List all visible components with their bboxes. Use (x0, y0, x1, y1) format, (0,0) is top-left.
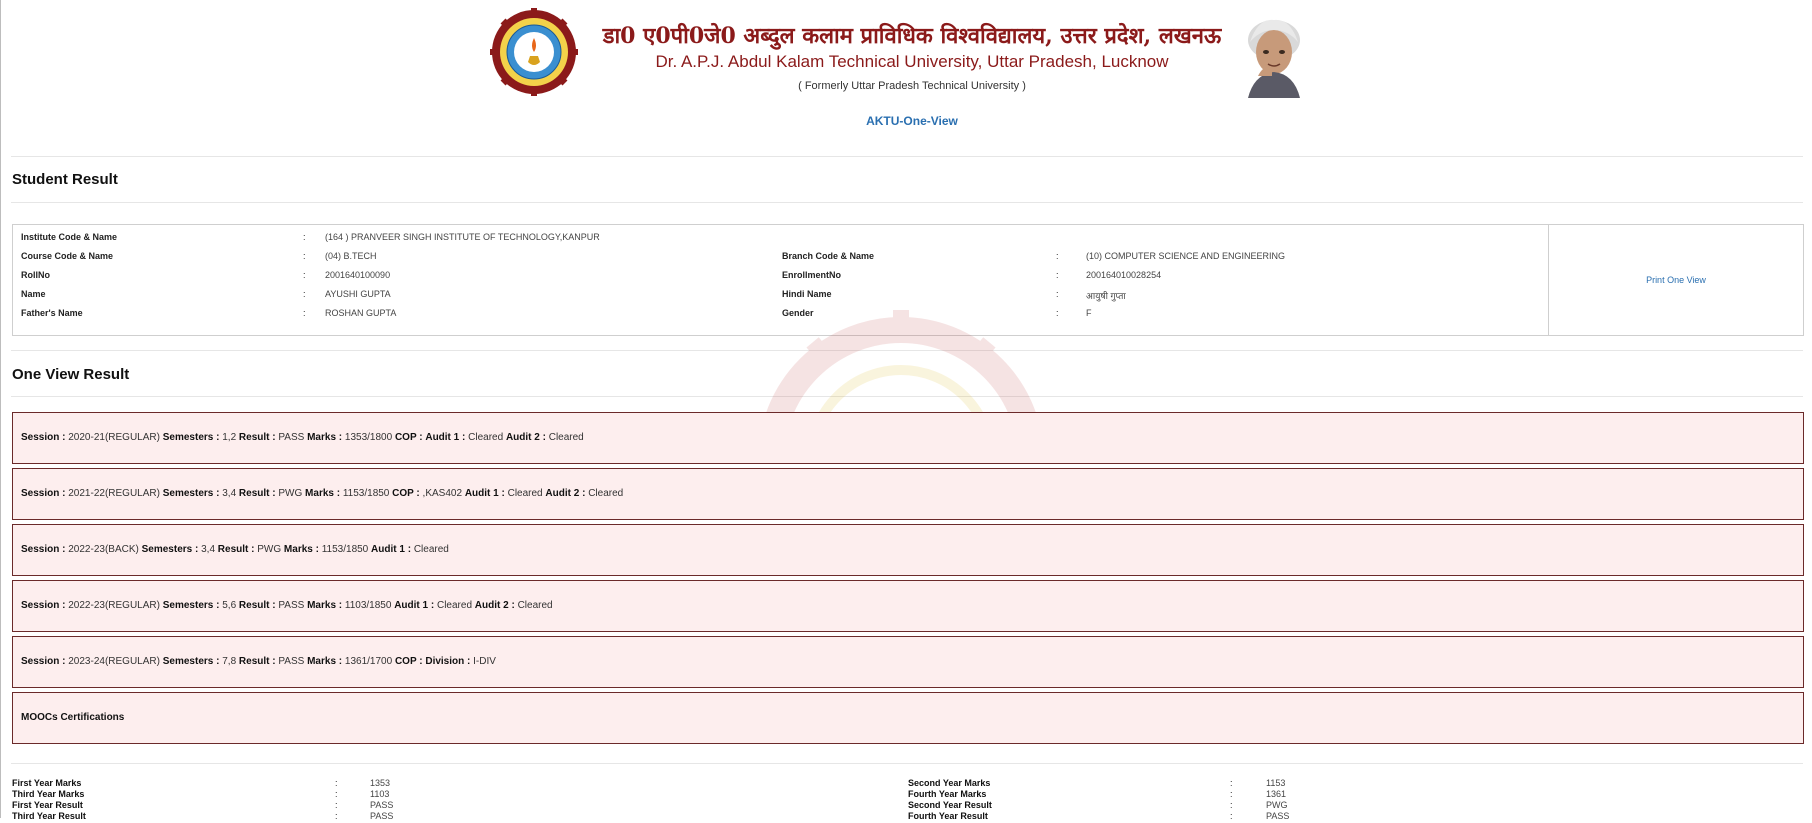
info-value: AYUSHI GUPTA (325, 289, 391, 299)
university-formerly-name: ( Formerly Uttar Pradesh Technical University ) (798, 80, 1026, 92)
info-colon: : (1056, 289, 1059, 299)
cop-value: ,KAS402 (422, 488, 463, 499)
marks-label: Marks : (307, 432, 343, 443)
summary-colon: : (335, 811, 338, 821)
summary-colon: : (1230, 800, 1233, 810)
info-colon: : (303, 251, 306, 261)
divider (11, 156, 1803, 157)
semesters-label: Semesters : (162, 432, 220, 443)
summary-label: First Year Result (12, 800, 83, 810)
audit2-label: Audit 2 : (545, 488, 586, 499)
summary-value: 1153 (1266, 778, 1286, 788)
info-colon: : (1056, 270, 1059, 280)
marks-label: Marks : (307, 656, 343, 667)
session-result-row (12, 636, 1804, 688)
semesters-label: Semesters : (162, 656, 220, 667)
divider (11, 202, 1803, 203)
summary-row (908, 811, 1328, 823)
summary-value: 1361 (1266, 789, 1287, 799)
info-row-enrollment (782, 270, 1482, 284)
info-row-institute (21, 232, 1021, 246)
marks-label: Marks : (307, 600, 343, 611)
session-value: 2022-23(REGULAR) (68, 600, 160, 611)
info-value: आयुषी गुप्ता (1086, 291, 1126, 301)
result-label: Result : (238, 600, 276, 611)
summary-row (12, 811, 432, 823)
info-value: (04) B.TECH (325, 251, 377, 261)
info-value: F (1086, 308, 1092, 318)
audit2-value: Cleared (548, 432, 584, 443)
apj-abdul-kalam-portrait (1228, 6, 1320, 98)
summary-colon: : (335, 778, 338, 788)
result-label: Result : (238, 488, 276, 499)
division-value: I-DIV (473, 656, 496, 667)
audit2-value: Cleared (588, 488, 624, 499)
info-label: Institute Code & Name (21, 232, 118, 242)
summary-label: First Year Marks (12, 778, 82, 788)
session-result-row (12, 468, 1804, 520)
marks-value: 1103/1850 (344, 600, 392, 611)
moocs-certifications-row[interactable] (12, 692, 1804, 744)
semesters-value: 7,8 (222, 656, 237, 667)
audit2-value: Cleared (517, 600, 553, 611)
aktu-one-view-link[interactable]: AKTU-One-View (866, 114, 958, 128)
summary-label: Third Year Marks (12, 789, 85, 799)
marks-value: 1153/1850 (321, 544, 369, 555)
session-result-row (12, 524, 1804, 576)
summary-label: Fourth Year Result (908, 811, 988, 821)
summary-colon: : (335, 800, 338, 810)
info-colon: : (303, 232, 306, 242)
summary-colon: : (1230, 789, 1233, 799)
summary-value: PWG (1266, 800, 1288, 810)
summary-value: PASS (370, 800, 394, 810)
info-colon: : (303, 308, 306, 318)
session-label: Session : (21, 656, 66, 667)
info-value: 200164010028254 (1086, 270, 1162, 280)
semesters-label: Semesters : (162, 488, 220, 499)
session-line (21, 488, 623, 499)
info-value: ROSHAN GUPTA (325, 308, 397, 318)
university-name-hindi: डा0 ए0पी0जे0 अब्दुल कलाम प्राविधिक विश्वविद्यालय, उत्तर प्रदेश, लखनऊ (602, 23, 1222, 49)
info-colon: : (303, 270, 306, 280)
summary-value: PASS (1266, 811, 1290, 821)
marks-label: Marks : (283, 544, 319, 555)
print-panel (1548, 225, 1803, 335)
session-label: Session : (21, 488, 66, 499)
info-label: Course Code & Name (21, 251, 114, 261)
divider (11, 763, 1803, 764)
session-result-row (12, 580, 1804, 632)
semesters-value: 3,4 (201, 544, 216, 555)
info-label: Branch Code & Name (782, 251, 875, 261)
division-label: Division : (425, 656, 471, 667)
session-label: Session : (21, 544, 66, 555)
marks-label: Marks : (305, 488, 341, 499)
session-line (21, 544, 449, 555)
audit1-value: Cleared (413, 544, 449, 555)
summary-colon: : (1230, 811, 1233, 821)
info-colon: : (1056, 308, 1059, 318)
session-label: Session : (21, 600, 66, 611)
result-label: Result : (217, 544, 255, 555)
info-row-branch (782, 251, 1482, 265)
summary-colon: : (1230, 778, 1233, 788)
audit1-label: Audit 1 : (394, 600, 435, 611)
semesters-value: 3,4 (222, 488, 237, 499)
info-colon: : (1056, 251, 1059, 261)
session-line (21, 656, 496, 667)
audit1-value: Cleared (507, 488, 543, 499)
result-label: Result : (238, 656, 276, 667)
summary-label: Fourth Year Marks (908, 789, 987, 799)
summary-colon: : (335, 789, 338, 799)
audit1-value: Cleared (436, 600, 473, 611)
session-line (21, 712, 124, 723)
marks-value: 1361/1700 (344, 656, 393, 667)
session-value: 2021-22(REGULAR) (68, 488, 160, 499)
info-label: Gender (782, 308, 814, 318)
session-line (21, 432, 584, 443)
summary-label: Second Year Marks (908, 778, 991, 788)
summary-value: 1353 (370, 778, 391, 788)
marks-value: 1153/1850 (342, 488, 390, 499)
semesters-value: 5,6 (222, 600, 237, 611)
session-value: 2023-24(REGULAR) (68, 656, 160, 667)
audit1-label: Audit 1 : (425, 432, 466, 443)
summary-value: 1103 (370, 789, 390, 799)
info-colon: : (303, 289, 306, 299)
result-value: PWG (257, 544, 282, 555)
cop-label: COP : (392, 488, 420, 499)
info-label: Name (21, 289, 46, 299)
semesters-label: Semesters : (141, 544, 199, 555)
student-result-heading: Student Result (12, 171, 118, 188)
audit2-label: Audit 2 : (505, 432, 546, 443)
result-value: PWG (278, 488, 303, 499)
info-label: Father's Name (21, 308, 83, 318)
session-value: 2020-21(REGULAR) (68, 432, 160, 443)
session-value: 2022-23(BACK) (68, 544, 139, 555)
session-result-row (12, 412, 1804, 464)
cop-label: COP : (394, 432, 423, 443)
session-line (21, 600, 553, 611)
cop-label: COP : (394, 656, 423, 667)
summary-label: Third Year Result (12, 811, 86, 821)
info-label: EnrollmentNo (782, 270, 842, 280)
moocs-label: MOOCs Certifications (21, 712, 125, 723)
audit2-label: Audit 2 : (474, 600, 515, 611)
audit1-value: Cleared (468, 432, 504, 443)
university-name-english: Dr. A.P.J. Abdul Kalam Technical University, Uttar Pradesh, Lucknow (655, 52, 1169, 71)
audit1-label: Audit 1 : (371, 544, 412, 555)
semesters-label: Semesters : (162, 600, 220, 611)
one-view-result-heading: One View Result (12, 366, 130, 383)
audit1-label: Audit 1 : (464, 488, 505, 499)
summary-value: PASS (370, 811, 394, 821)
info-label: Hindi Name (782, 289, 832, 299)
marks-value: 1353/1800 (344, 432, 393, 443)
summary-label: Second Year Result (908, 800, 992, 810)
info-row-hindi-name (782, 289, 1482, 303)
info-value: (164 ) PRANVEER SINGH INSTITUTE OF TECHNOLOGY,KANPUR (325, 232, 600, 242)
result-value: PASS (278, 432, 305, 443)
result-value: PASS (278, 656, 305, 667)
semesters-value: 1,2 (222, 432, 237, 443)
result-value: PASS (278, 600, 305, 611)
info-value: 2001640100090 (325, 270, 391, 280)
info-label: RollNo (21, 270, 50, 280)
session-label: Session : (21, 432, 66, 443)
print-one-view-link[interactable]: Print One View (1646, 275, 1706, 285)
result-label: Result : (238, 432, 276, 443)
page-header (1, 0, 1812, 140)
info-value: (10) COMPUTER SCIENCE AND ENGINEERING (1086, 251, 1286, 261)
